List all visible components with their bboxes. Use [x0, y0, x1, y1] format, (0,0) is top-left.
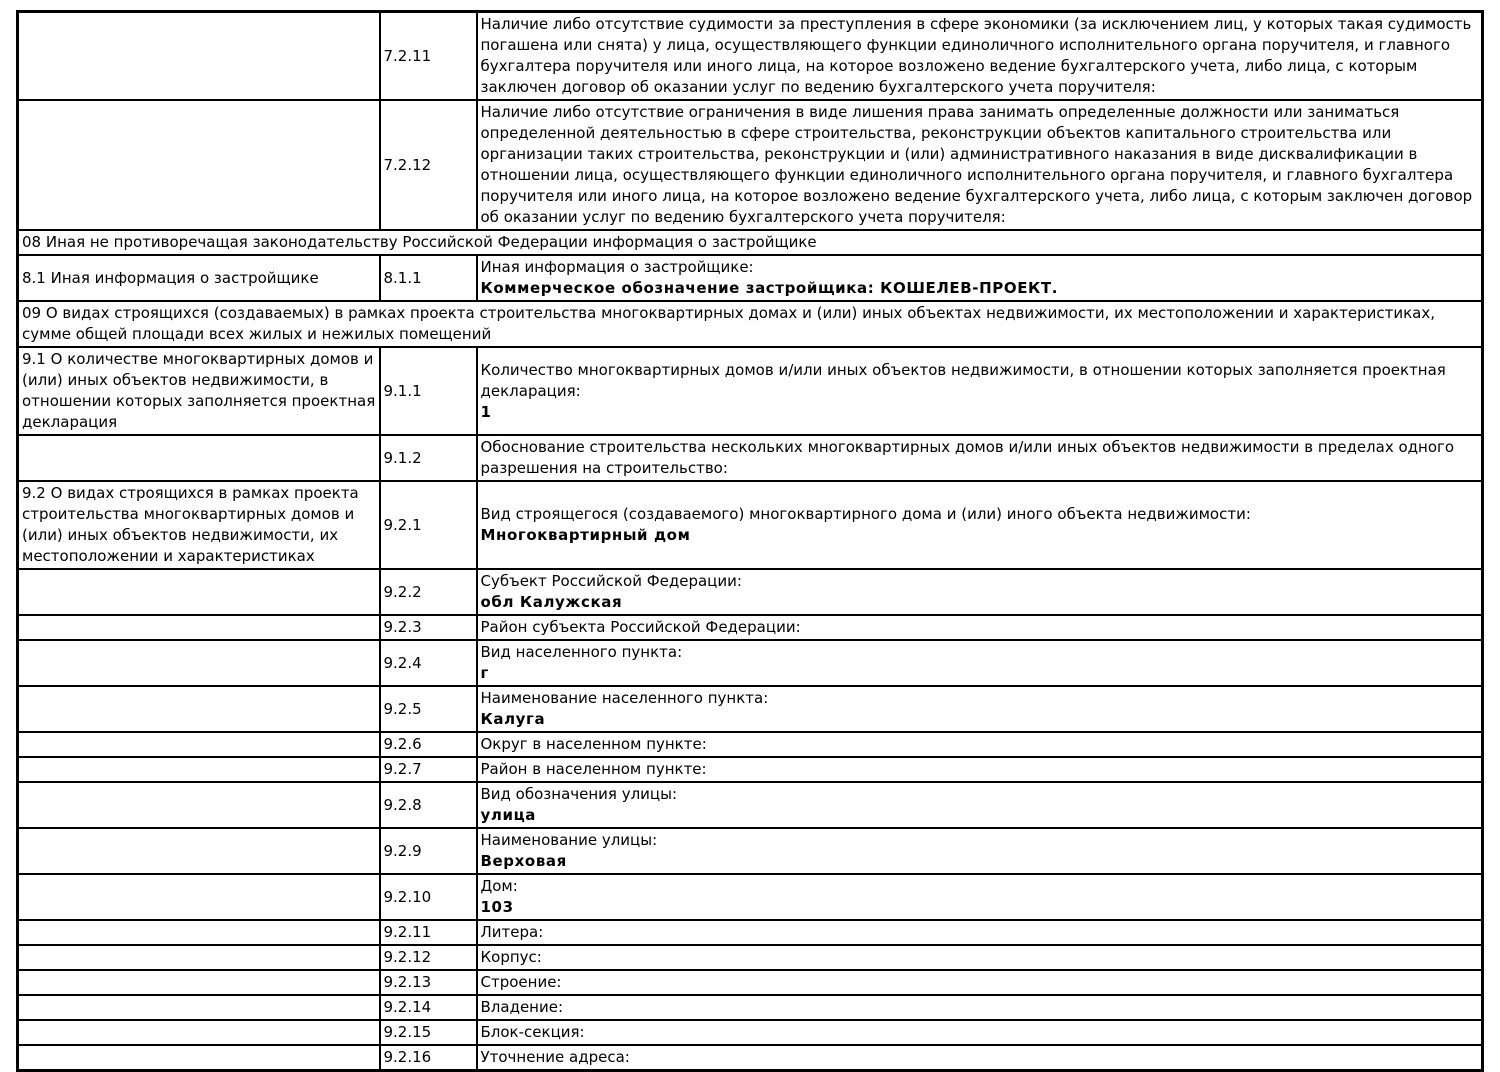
table-row [18, 995, 1483, 1020]
table-row [18, 1020, 1483, 1045]
table-row [18, 732, 1483, 757]
section-header-row [18, 301, 1483, 347]
field-value: улица [480, 806, 537, 824]
row-description-cell [18, 828, 380, 874]
table-row [18, 615, 1483, 640]
row-number-cell: 9.2.1 [380, 481, 477, 569]
row-content-cell [477, 569, 1483, 615]
row-content-cell [477, 732, 1483, 757]
row-number-cell: 9.2.8 [380, 782, 477, 828]
row-content-cell [477, 615, 1483, 640]
row-content-cell [477, 1045, 1483, 1071]
field-label: Наименование улицы: [480, 831, 658, 849]
table-row [18, 640, 1483, 686]
row-number-cell: 9.2.5 [380, 686, 477, 732]
table-row [18, 435, 1483, 481]
row-description-cell [18, 995, 380, 1020]
row-number-cell: 8.1.1 [380, 255, 477, 301]
table-row [18, 569, 1483, 615]
field-value: Коммерческое обозначение застройщика: КОШЕЛЕВ-ПРОЕКТ. [480, 279, 1059, 297]
field-label: Дом: [480, 877, 518, 895]
row-content-cell [477, 347, 1483, 435]
field-label: Строение: [480, 973, 562, 991]
field-label: Иная информация о застройщике: [480, 258, 754, 276]
row-number-cell: 9.2.15 [380, 1020, 477, 1045]
row-content-cell [477, 970, 1483, 995]
field-label: Вид обозначения улицы: [480, 785, 678, 803]
row-number-cell: 7.2.11 [380, 12, 477, 101]
row-number-cell: 9.2.13 [380, 970, 477, 995]
row-number-cell: 9.2.16 [380, 1045, 477, 1071]
table-row [18, 828, 1483, 874]
table-row [18, 1045, 1483, 1071]
table-row [18, 920, 1483, 945]
row-content-cell [477, 12, 1483, 101]
field-label: Округ в населенном пункте: [480, 735, 707, 753]
row-content-cell [477, 828, 1483, 874]
field-label: Вид населенного пункта: [480, 643, 683, 661]
field-label: Литера: [480, 923, 544, 941]
field-label: Владение: [480, 998, 564, 1016]
declaration-rows [18, 12, 1483, 1071]
row-number-cell: 9.2.10 [380, 874, 477, 920]
row-number-cell: 9.2.6 [380, 732, 477, 757]
field-label: Наличие либо отсутствие судимости за преступления в сфере экономики (за исключением лиц, у которых такая судимость погашена или снята) у лица, осуществляющего функции единоличного исполнительного органа поручителя, и главного бухгалтера поручителя или иного лица, на которое возложено ведение бухгалтерского учета, либо лица, с которым заключен договор об оказании услуг по ведению бухгалтерского учета поручителя: [480, 15, 1472, 96]
row-description-cell: 9.1 О количестве многоквартирных домов и (или) иных объектов недвижимости, в отношении которых заполняется проектная декларация [18, 347, 380, 435]
field-label: Уточнение адреса: [480, 1048, 630, 1066]
row-description-cell [18, 686, 380, 732]
row-number-cell: 9.2.12 [380, 945, 477, 970]
row-description-cell [18, 435, 380, 481]
row-description-cell [18, 12, 380, 101]
row-number-cell: 9.2.7 [380, 757, 477, 782]
table-row [18, 12, 1483, 101]
table-row [18, 686, 1483, 732]
row-content-cell [477, 255, 1483, 301]
field-label: Корпус: [480, 948, 542, 966]
row-description-cell [18, 782, 380, 828]
row-description-cell [18, 757, 380, 782]
row-content-cell [477, 945, 1483, 970]
table-row [18, 481, 1483, 569]
field-label: Обоснование строительства нескольких многоквартирных домов и/или иных объектов недвижимости в пределах одного разрешения на строительство: [480, 438, 1455, 477]
row-description-cell [18, 615, 380, 640]
field-label: Субъект Российской Федерации: [480, 572, 742, 590]
row-content-cell [477, 686, 1483, 732]
row-content-cell [477, 640, 1483, 686]
row-content-cell [477, 757, 1483, 782]
field-label: Блок-секция: [480, 1023, 585, 1041]
row-description-cell [18, 100, 380, 230]
row-description-cell [18, 920, 380, 945]
section-header-row [18, 230, 1483, 255]
table-row [18, 347, 1483, 435]
field-value: Калуга [480, 710, 546, 728]
row-description-cell [18, 945, 380, 970]
row-description-cell [18, 569, 380, 615]
project-declaration-table [16, 10, 1484, 1072]
table-row [18, 782, 1483, 828]
row-content-cell [477, 100, 1483, 230]
table-row [18, 970, 1483, 995]
field-value: 103 [480, 898, 514, 916]
field-value: Многоквартирный дом [480, 526, 691, 544]
field-label: Наименование населенного пункта: [480, 689, 769, 707]
row-number-cell: 9.2.3 [380, 615, 477, 640]
row-number-cell: 9.2.4 [380, 640, 477, 686]
section-header-text: 09 О видах строящихся (создаваемых) в рамках проекта строительства многоквартирных домах и (или) иных объектах недвижимости, их местоположении и характеристиках, сумме общей площади всех жилых и нежилых помещений [18, 301, 1483, 347]
row-number-cell: 9.2.2 [380, 569, 477, 615]
row-content-cell [477, 1020, 1483, 1045]
row-number-cell: 9.1.1 [380, 347, 477, 435]
row-content-cell [477, 920, 1483, 945]
table-row [18, 255, 1483, 301]
row-number-cell: 9.2.11 [380, 920, 477, 945]
row-description-cell: 8.1 Иная информация о застройщике [18, 255, 380, 301]
row-number-cell: 9.1.2 [380, 435, 477, 481]
row-description-cell: 9.2 О видах строящихся в рамках проекта строительства многоквартирных домов и (или) иных объектов недвижимости, их местоположении и характеристиках [18, 481, 380, 569]
row-content-cell [477, 435, 1483, 481]
row-number-cell: 9.2.9 [380, 828, 477, 874]
row-description-cell [18, 970, 380, 995]
table-row [18, 100, 1483, 230]
row-description-cell [18, 874, 380, 920]
row-description-cell [18, 640, 380, 686]
row-description-cell [18, 732, 380, 757]
row-description-cell [18, 1045, 380, 1071]
field-label: Район субъекта Российской Федерации: [480, 618, 801, 636]
table-row [18, 945, 1483, 970]
row-number-cell: 9.2.14 [380, 995, 477, 1020]
row-content-cell [477, 995, 1483, 1020]
table-row [18, 874, 1483, 920]
field-value: 1 [480, 402, 492, 421]
field-value: Верховая [480, 852, 567, 870]
field-label: Количество многоквартирных домов и/или иных объектов недвижимости, в отношении которых заполняется проектная декларация: [480, 360, 1446, 400]
row-description-cell [18, 1020, 380, 1045]
field-value: г [480, 664, 489, 682]
field-label: Вид строящегося (создаваемого) многоквартирного дома и (или) иного объекта недвижимости: [480, 505, 1251, 523]
field-value: обл Калужская [480, 593, 623, 611]
field-label: Район в населенном пункте: [480, 760, 707, 778]
row-content-cell [477, 874, 1483, 920]
row-content-cell [477, 481, 1483, 569]
field-label: Наличие либо отсутствие ограничения в виде лишения права занимать определенные должности или заниматься определенной деятельностью в сфере строительства, реконструкции объектов капитального строительства или организации таких строительства, реконструкции и (или) административного наказания в виде дисквалификации в отношении лица, осуществляющего функции единоличного исполнительного органа поручителя, и главного бухгалтера поручителя или иного лица, на которое возложено ведение бухгалтерского учета, либо лица, с которым заключен договор об оказании услуг по ведению бухгалтерского учета поручителя: [480, 103, 1473, 226]
table-row [18, 757, 1483, 782]
row-content-cell [477, 782, 1483, 828]
section-header-text: 08 Иная не противоречащая законодательству Российской Федерации информация о застройщике [18, 230, 1483, 255]
row-number-cell: 7.2.12 [380, 100, 477, 230]
